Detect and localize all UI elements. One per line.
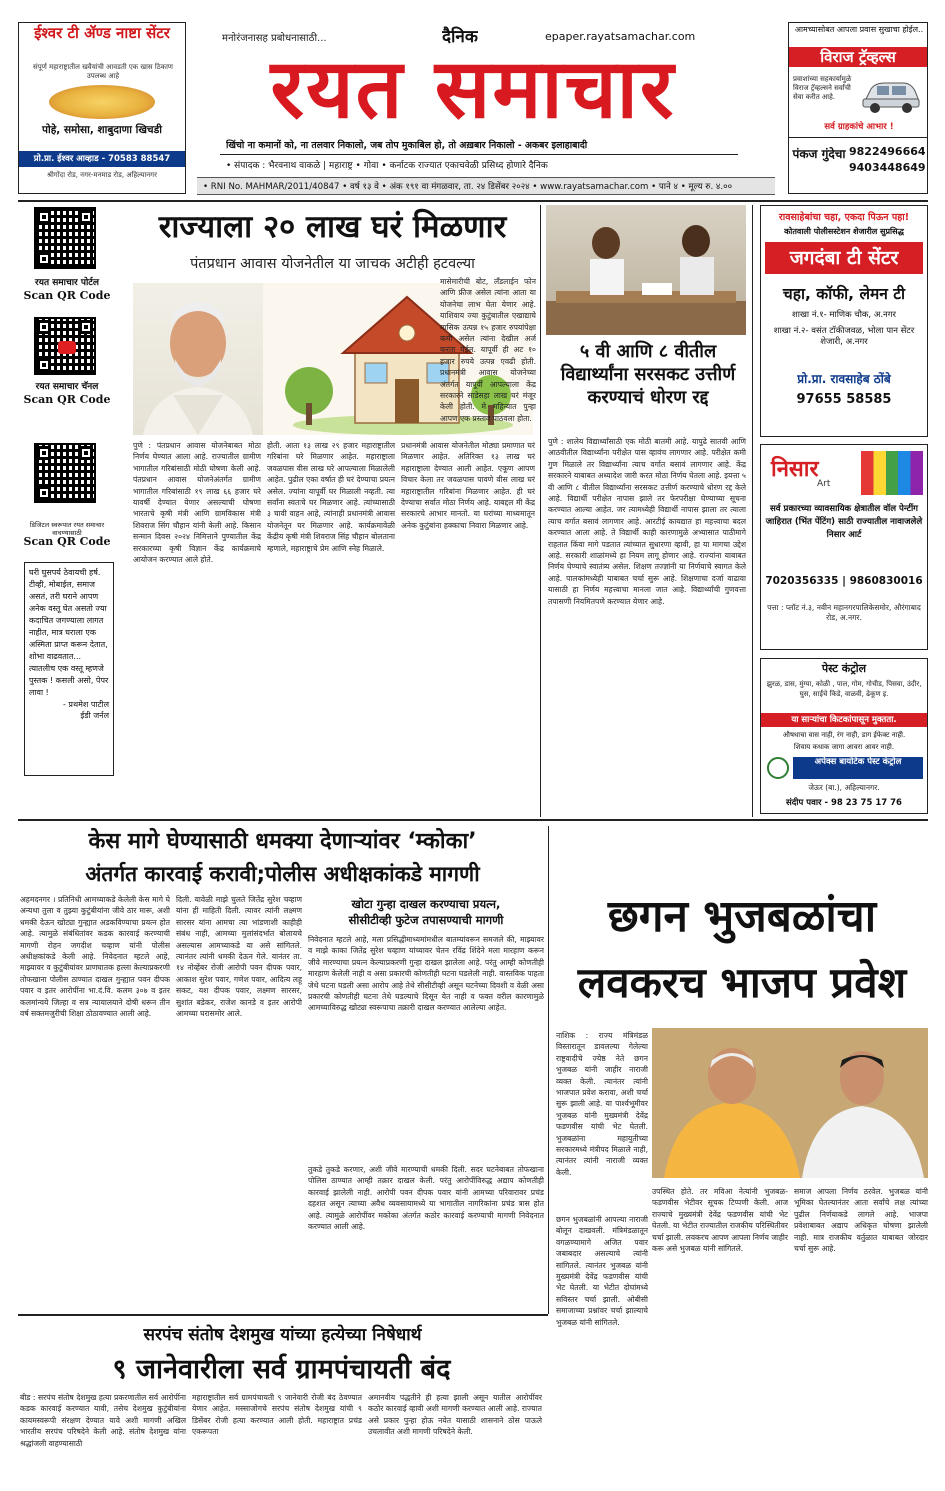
pest-company: अपेक्स बायोटेक पेस्ट कंट्रोल [793,757,923,779]
jagdamba-branch2: शाखा नं.२- वसंत टॉकीजवळ, भोला पान सेंटर शेजारी, अ.नगर [773,326,915,347]
story1-col-b: पुणे : पंतप्रधान आवास योजनेबाबत मोठा निर्णय घेण्यात आला आहे. राज्यातील ग्रामीण भागातील गरिबांसाठी मोठी घोषणा केली आहे. पंतप्रधान आवास योजनेअंतर्गत ग्रामीण भागातील गरिबांसाठी १९ लाख ६६ हजार घरे यावर्षी देण्यात येणार असल्याची घोषणा भारताचे कृषी मंत्री आणि ग्रामविकास मंत्री शिवराज सिंग चौहान यांनी केली आहे. किसान सन्मान दिवस २०२४ निमित्ताने पुण्यातील केंद्र सरकारच्या कृषी विज्ञान केंद्र कार्यक्रमाचे आयोजन करण्यात आले होते. [133,441,261,565]
ad-ishwar-tea[interactable] [18,22,186,194]
ad-pest-control[interactable] [760,658,928,814]
ad-viraj-name: पंकज गुंदेचा [792,147,846,161]
story4-col-c: उपस्थित होते. तर मविआ नेत्यांनी भुजबळ-फडणवीस भेटीवर सूचक टिप्पणी केली. आज राज्याचे मुख्यमंत्री देवेंद्र फडणवीस यांची भेट घेतली. या भेटीत राज्यातील राजकीय परिस्थितीवर चर्चा झाली. लवकरच आपण आपला निर्णय जाहीर करू असे भुजबळ यांनी सांगितले. [652,1187,788,1254]
editor-line: • संपादक : भैरवनाथ वाकळे | महाराष्ट्र • गोवा • कर्नाटक राज्यात एकाचवेळी प्रसिध्द होणारे दैनिक [226,161,548,171]
story4-headline-2: लवकरच भाजप प्रवेश [577,958,907,1007]
jagdamba-branch1: शाखा नं.१- माणिक चौक, अ.नगर [791,310,896,320]
tagline-left: मनोरंजनासह प्रबोधनासाठी... [222,33,327,44]
jagdamba-sub: कोतवाली पोलीसस्टेशन शेजारील सुप्रसिद्ध [784,227,904,236]
newspaper-title: रयत समाचार [270,42,676,137]
nisar-address: पत्ता : प्लॉट नं.३, नवीन महानगरपालिकेसमोर, औरंगाबाद रोड, अ.नगर. [767,603,921,622]
qr-code-portal[interactable] [34,207,96,269]
pest-location: जेऊर (बा.), अहिल्यानगर. [808,783,880,792]
story3-col-b: दिली. यावेळी माझे चुलते जितेंद्र सुरेश चव्हाण यांना ही माहिती दिली. त्यावर त्यांनी लक्ष्मण सारसर यांना आमचा त्या भांडणाशी काहीही संबंध नाही, आमच्या मुलांसंदर्भात बोलायचे असल्यास आमच्याकडे या असे सांगितले. त्यानंतर त्यांनी धमकी देऊन गेले. यानंतर ता. १४ नोव्हेंबर रोजी आरोपी पवन दीपक पवार, आकाश सुरेश पवार, गणेश पवार, आदित्य लहू सकट, यश दीपक पवार, लक्ष्मण सारसर, सुशांत बडेकर, राजेश कानडे व इतर आरोपी आमच्या घरासमोर आले. [176,895,302,1019]
qr-sidebar [18,205,116,550]
story3-headline-1: केस मागे घेण्यासाठी धमक्या देणाऱ्यांवर ‘म्कोका’ [88,829,477,854]
story1-col-c: होती. आता १३ लाख २९ हजार महाराष्ट्रातील गरिबांना घरे मिळणार आहेत. महाराष्ट्राला जवळपास वीस लाख घरे आपल्याला मिळालेली आहेत. पुढील एका वर्षात ही घरं देण्याचा प्रयत्न असेल. ज्यांना यापूर्वी घर मिळाली नव्हती. त्या सर्वांना स्वतःचे घर मिळणार आहे. त्यांच्यासाठी ३ चावी वाहन आहे, त्यांनाही प्रधानमंत्री आवास योजनेतून घर मिळणार आहे. कार्यक्रमावेळी केंद्रीय कृषी मंत्री शिवराज सिंह चौहान बोलताना म्हणाले, महाराष्ट्राचे प्रेम आणि स्नेह मिळाले. [267,441,395,553]
nisar-logo-text: निसार [771,457,819,482]
ad-jagdamba-tea[interactable] [760,205,928,437]
students-exam-photo [546,205,746,335]
ad-viraj-note: सर्व ग्राहकांचे आभार ! [824,122,894,132]
jagdamba-items: चहा, कॉफी, लेमन टी [782,285,906,303]
story4-headline-1: छगन भुजबळांचा [607,891,877,942]
jagdamba-title: जगदंबा टी सेंटर [765,242,923,274]
car-icon [859,75,923,115]
story3-subhead-2: सीसीटीव्ही फुटेज तपासण्याची मागणी [348,913,504,927]
ad-ishwar-food-image [49,85,155,119]
pest-title: पेस्ट कंट्रोल [821,662,867,675]
poem-box [24,562,114,776]
qr-portal-scan: Scan QR Code [23,289,111,302]
qr-code-channel[interactable] [34,317,96,375]
story2-headline: ५ वी आणि ८ वीतील विद्यार्थ्यांना सरसकट उत्तीर्ण करण्याचं धोरण रद्द [560,341,736,408]
nisar-logo-sub: Art [817,479,831,489]
ad-ishwar-items: पोहे, समोसा, शाबुदाणा खिचडी [42,124,162,136]
story3-col-c: निवेदनात म्हटले आहे, मला प्रसिद्धीमाध्यमांमधील बातम्यांवरून समजले की, माझ्यावर व माझे काका जितेंद्र सुरेश चव्हाण यांच्यावर चेतन रविंद्र शिंदेने मला मारहाण करून जीवे मारण्याचा प्रयत्न केल्याप्रकरणी गुन्हा दाखल झालेला आहे. परंतु आम्ही कोणतीही मारहाण केलेली नाही व असा प्रकारची कोणतीही घटना घडलेली नाही. वास्तविक पाहता जेथे घटना घडली असा आरोप आहे तेथे सीसीटीव्ही असून घटनेच्या दिवशी व वेळी असा प्रकारची कोणतीही घटना तेथे घडल्याचे दिसून येत नाही व फक्त वरील कारणामुळे आमच्याविरुद्ध खोट्या स्वरूपाचा तक्रारी दाखल करण्यात आलेल्या आहेत. [308,935,544,1013]
ad-viraj-desc: प्रवाशांच्या सहकार्यामुळे विराज ट्रॅव्हल्सने सर्वांची सेवा करीत आहे. [793,75,852,101]
story2-body: पुणे : शालेय विद्यार्थ्यांसाठी एक मोठी बातमी आहे. यापुढे सातवी आणि आठवीतील विद्यार्थ्यांना परीक्षेत पास व्हावंच लागणार आहे. परीक्षेत कमी गुण मिळाले तर विद्यार्थ्यांना त्याच वर्गात बसावं लागणार आहे. केंद्र सरकारने याबाबत अध्यादेश जारी करत मोठा निर्णय घेतला आहे. इयत्ता ५ वी आणि ८ वीतील विद्यार्थ्यांना सरसकट उत्तीर्ण करण्याचे धोरण रद्द केले आहे. विद्यार्थी परीक्षेत नापास झाले तर फेरपरीक्षा घेण्याच्या सूचना करण्यात आल्या आहेत. जर त्यामध्येही विद्यार्थी नापास झाला तर त्याला त्याच वर्गात बसावं लागणार आहे. आरटीई कायद्यात हा महत्त्वाचा बदल करण्यात आला आहे. ते विद्यार्थी काही कारणामुळे अभ्यासात पाठीमागे राहतात किंवा मागे पडतात त्यांच्यात सुधारणा व्हावी, हा या मागचा उद्देश आहे. सरकारी शाळांमध्ये हा नियम लागू होणार आहे. राज्यांना याबाबत निर्णय घेण्याचे स्वातंत्र्य असेल. शिक्षण तज्ज्ञांनी या निर्णयाचे स्वागत केले आहे. पालकांमध्येही याबाबत चर्चा सुरू आहे. शिक्षणाचा दर्जा वाढावा यासाठी हा निर्णय महत्त्वाचा मानला जात आहे. विद्यार्थ्यांची गुणवत्ता तपासणी नियमितपणे करण्यात येणार आहे. [548,437,746,606]
qr-channel-scan: Scan QR Code [23,393,111,406]
story3-col-a: अहमदनगर । प्रतिनिधी आमच्याकडे केलेली केस मागे घे अन्यथा तुला व तुझ्या कुटुंबीयांना जीवे ठार मारू, अशी धमकी देऊन खोट्या गुन्ह्यात अडकविण्याचा प्रयत्न होत आहे. त्यामुळे संबंधितांवर कडक कारवाई करण्याची मागणी रोहन जगदीश चव्हाण यांनी पोलीस अधीक्षकांकडे केली आहे. निवेदनात म्हटले आहे, माझ्यावर व कुटुंबीयांवर प्राणघातक हल्ला केल्याप्रकरणी तोफखाना पोलीस ठाण्यात दाखल गुन्ह्यात पवन दीपक पवार व इतर आरोपींना भा.दं.वि. कलम ३०७ व इतर कलमांन्वये जिल्हा व सत्र न्यायालयाने दोषी धरून तीन वर्ष सक्तमजुरीची शिक्षा ठोठावण्यात आली आहे. [20,895,170,1019]
epaper-link[interactable]: epaper.rayatsamachar.com [545,30,696,43]
jagdamba-owner: प्रो.प्रा. रावसाहेब ठोंबे [797,372,891,386]
masthead [0,0,945,200]
story3-subhead-1: खोटा गुन्हा दाखल करण्याचा प्रयत्न, [351,897,501,911]
nisar-desc: सर्व प्रकारच्या व्यावसायिक क्षेत्रातील वॉल पेन्टींग जाहिरात (भिंत पेंटिंग) साठी राज्यातील नावाजलेले निसार आर्ट [765,504,923,540]
story1-subhead: पंतप्रधान आवास योजनेतील या जाचक अटीही हटवल्या [190,256,475,272]
story3-col-d: तुकडे तुकडे करणार, अशी जीवे मारण्याची धमकी दिली. सदर घटनेबाबत तोफखाना पोलिस ठाण्यात आम्ही तक्रार दाखल केली. परंतु आरोपींविरुद्ध अद्याप कोणतीही कारवाई झालेली नाही. आरोपी पवन दीपक पवार यांनी आमच्या परिवारावर प्रचंड दहशत असून त्याच्या अवैध व्यवसायामध्ये या भागातील नागरिकांना प्रचंड त्रास होत आहे. त्यामुळे आरोपींवर मकोका अंतर्गत कठोर कारवाई करण्याची मागणी निवेदनात करण्यात आली आहे. [308,1165,544,1232]
qr-channel-label: रयत समाचार चॅनल [35,382,99,392]
modi-photo [133,283,263,435]
story1-headline: राज्याला २० लाख घरं मिळणार [158,209,507,245]
ad-ishwar-desc: संपूर्ण महाराष्ट्रातील खवैयांची आवडती एक खास ठिकाण उपलब्ध आहे [33,63,173,80]
qr-code-epaper[interactable] [34,443,96,503]
qr-epaper-scan: Scan QR Code [23,535,111,548]
story4-col-a: नाशिक : राज्य मंत्रिमंडळ विस्तारातून डावलल्या गेलेल्या राष्ट्रवादीचे ज्येष्ठ नेते छगन भुजबळ यांनी जाहीर नाराजी व्यक्त केली. त्यानंतर त्यांनी भाजपात प्रवेश करावा, अशी चर्चा सुरू झाली आहे. या पार्श्वभूमीवर भुजबळ यांनी मुख्यमंत्री देवेंद्र फडणवीस यांची भेट घेतली. भुजबळांना महायुतीच्या सरकारमध्ये मंत्रीपद मिळाले नाही, त्यानंतर त्यांनी नाराजी व्यक्त केली. [556,1031,648,1177]
ad-viraj-phone2: 9403448649 [849,161,926,174]
story5-headline-2: ९ जानेवारीला सर्व ग्रामपंचायती बंद [112,1354,451,1385]
story5-col-a: बीड : सरपंच संतोष देशमुख हत्या प्रकरणातील सर्व आरोपींना कडक कारवाई करण्यात यावी, तसेच देशमुख कुटुंबीयांना कायमस्वरूपी संरक्षण देण्यात यावे अशी मागणी अखिल भारतीय सरपंच परिषदेने केली आहे. संतोष देशमुख यांना श्रद्धांजली वाहण्यासाठी [20,1393,186,1448]
ad-viraj-title: विराज ट्रॅव्हल्स [789,47,927,67]
qr-portal-label: रयत समाचार पोर्टल [35,278,99,288]
jagdamba-phone: 97655 58585 [796,392,892,407]
ad-nisar-art[interactable] [760,444,928,650]
ad-viraj-phone1: 9822496664 [849,145,926,158]
nisar-phones: 7020356335 | 9860830016 [765,575,923,587]
ad-ishwar-contact: प्रो.प्रा. ईश्वर आव्हाड - 70583 88547 [19,151,185,167]
story5-headline-1: सरपंच संतोष देशमुख यांच्या हत्येच्या निषेधार्थ [143,1325,422,1345]
paint-stripes-icon [861,451,923,495]
pest-note1: औषधाचा वास नाही, रंग नाही, डाग ईफेक्ट नाही. [782,731,906,739]
nisar-logo [767,451,857,495]
poem-author: - प्रथमेश पाटील [62,700,109,709]
ad-viraj-travels[interactable] [788,22,928,194]
info-bar [197,177,775,195]
story5-col-b: महाराष्ट्रातील सर्व ग्रामपंचायती ९ जानेवारी रोजी बंद ठेवण्यात येणार आहेत. मस्साजोगचे सरपंच संतोष देशमुख यांची ९ डिसेंबर रोजी हत्या करण्यात आली होती. महाराष्ट्रात प्रचंड एकरूपता [192,1393,362,1437]
daily-label: दैनिक [442,27,478,47]
pest-banner: या सार्‍यांचा किटकांपासून मुक्तता. [761,713,927,727]
story4-col-d: समाज आपला निर्णय ठरवेल. भुजबळ यांनी भूमिका घेतल्यानंतर आता सर्वांचे लक्ष त्यांच्या पुढील निर्णयाकडे लागले आहे. भाजपा प्रवेशाबाबत अद्याप अधिकृत घोषणा झालेली नाही. मात्र राजकीय वर्तुळात याबाबत जोरदार चर्चा सुरू आहे. [794,1187,928,1254]
poem-text: घरी घुसपर्य ठेवायची हर्ष. टीव्ही, मोबाईल, समाज असतं, तरी घराने आपण अनेक वस्तू घेत असतो ज्या कदाचित जगण्याला लागत नाहीत, मात्र घराला एक अस्मिता प्राप्त करून देतात, शोभा वाढवतात... त्यातलीच एक वस्तू म्हणजे पुस्तक ! कसली असो, पेपर लावा ! [29,568,109,697]
story1-col-a: मासेमारीची बोट, लँडलाईन फोन आणि फ्रीज असेल त्यांना आता या योजनेचा लाभ घेता येणार आहे. याशिवाय ज्या कुटुंबातील एखाद्याचे मासिक उत्पन्न १५ हजार रुपयांपेक्षा कमी असेल त्यांना देखील अर्ज करता येईल. यापूर्वी ही अट १० हजार रुपये उत्पन्न एवढी होती. प्रधानमंत्री आवास योजनेच्या अंतर्गत यापूर्वी आपल्याला केंद्र सरकारने साडेसहा लाख घरं मंजूर केली होती. मे महिन्यात पुन्हा आपण एक प्रस्ताव पाठवला होता. [440,277,536,423]
ad-viraj-intro: आमच्यासोबत आपला प्रवास सुखाचा होईल.. [794,25,924,34]
qr-epaper-label: डिजिटल स्वरूपात रयत समाचार वाचण्यासाठी [29,521,105,537]
story3-headline-2: अंतर्गत कारवाई करावी;पोलीस अधीक्षकांकडे मागणी [85,862,480,886]
bug-icon [767,757,789,779]
story1-col-d: प्रधानमंत्री आवास योजनेतील मोठ्या प्रमाणात घरं मिळणार आहेत. अतिरिक्त १३ लाख घरं महाराष्ट्राला देण्यात आली आहेत. एकूण आपण विचार केला तर जवळपास पावणे वीस लाख घरं महाराष्ट्रातील गरिबांना मिळणार आहेत. ही घरं देण्याचा सर्वात मोठा निर्णय आहे. याबद्दल मी केंद्र सरकारचे आभार मानतो. या घरांच्या माध्यमातून अनेक कुटुंबांना हक्काचा निवारा मिळणार आहे. [401,441,535,530]
slogan: खिंचो ना कमानों को, ना तलवार निकालो, जब तोप मुकाबिल हो, तो अख़बार निकालो - अकबर इलाहाबादी [226,140,588,151]
bhujbal-fadnavis-photo [652,1028,928,1178]
pest-contact: संदीप पवार - 98 23 75 17 76 [786,798,902,808]
pest-list: झुरळ, डास, मुंग्या, कोळी , पाल, गोम, गोचीड, पिसवा, उंदीर, घुस, साईंचे किडे, वाळवी, ढेकूण इ. [766,680,922,698]
story4-col-b: छगन भुजबळांनी आपल्या नाराजी बोलून दाखवली. मंत्रिमंडळातून वगळण्यामागे अजित पवार जबाबदार असल्याचे त्यांनी सांगितले. त्यानंतर भुजबळ यांनी मुख्यमंत्री देवेंद्र फडणवीस यांची भेट घेतली. या भेटीत दोघांमध्ये सविस्तर चर्चा झाली. ओबीसी समाजाच्या प्रश्नांवर चर्चा झाल्याचे भुजबळ यांनी सांगितले. [556,1215,648,1327]
pest-note2: शिवाय कधाक जागा आवरा आवर नाही. [793,743,895,751]
story5-col-c: अमानवीय पद्धतीने ही हत्या झाली असून यातील आरोपींवर कठोर कारवाई व्हावी अशी मागणी करण्यात आली आहे. राज्यात असे प्रकार पुन्हा होऊ नयेत यासाठी शासनाने ठोस पाऊले उचलावीत अशी मागणी परिषदेने केली. [368,1393,542,1437]
jagdamba-intro: रावसाहेबांचा चहा, एकदा पिऊन पहा! [778,212,910,223]
youtube-icon [58,341,76,354]
ad-ishwar-address: श्रीगोंदा रोड, नगर-मनमाड रोड, अहिल्यानगर [47,171,157,179]
info-line: • RNI No. MAHMAR/2011/40847 • वर्ष १३ वे • अंक १९१ वा मंगळवार, ता. २४ डिसेंबर २०२४ • www.rayatsamachar.com • पाने ४ • मूल्य रु. ४.०० [203,182,733,192]
poem-source: ईडी जर्नल [80,711,109,720]
ad-ishwar-title: ईश्वर टी ॲण्ड नाष्टा सेंटर [34,24,170,42]
